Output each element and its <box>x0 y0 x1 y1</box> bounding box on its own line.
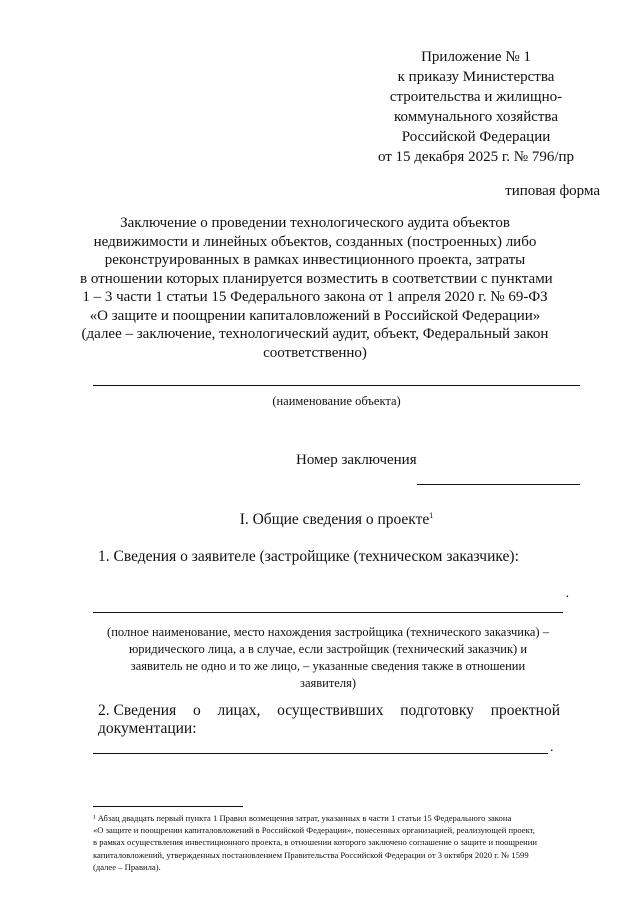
object-name-field[interactable] <box>93 385 580 386</box>
footnote <box>93 812 583 873</box>
appendix-line: к приказу Министерства <box>397 69 555 85</box>
title-line: недвижимости и линейных объектов, созданных (построенных) либо <box>93 233 537 250</box>
item2-second-line: документации: <box>98 720 197 737</box>
conclusion-number-label: Номер заключения <box>296 452 417 468</box>
title-line: Заключение о проведении технологического аудита объектов <box>120 215 510 231</box>
item2-word: подготовку <box>400 702 474 719</box>
item2-first-line <box>98 702 560 720</box>
item2-word: осуществивших <box>277 702 384 719</box>
title-line: «О защите и поощрении капиталовложений в Российской Федерации» <box>89 307 541 324</box>
item2-word: о <box>193 702 201 719</box>
designers-info-field[interactable] <box>93 753 548 754</box>
caption-line: юридического лица, а в случае, если застройщик (технический заказчик) и <box>128 642 528 656</box>
appendix-line: Российской Федерации <box>401 129 551 145</box>
section-title <box>93 511 580 529</box>
caption-line: заявителя) <box>300 676 356 690</box>
appendix-line: строительства и жилищно- <box>389 89 563 105</box>
caption-line: заявитель не одно и то же лицо, – указанные сведения также в отношении <box>130 659 526 673</box>
title-line: в отношении которых планируется возместить в соответствии с пунктами <box>80 270 553 287</box>
footnote-line-text: ¹ Абзац двадцать первый пункта 1 Правил возмещения затрат, указанных в части 1 статьи 15 Федерального закона <box>93 813 512 823</box>
title-line: реконструированных в рамках инвестиционного проекта, затраты <box>104 252 526 268</box>
appendix-line: от 15 декабря 2025 г. № 796/пр <box>377 149 575 165</box>
section-title-text: I. Общие сведения о проекте <box>239 511 430 529</box>
title-line: соответственно) <box>263 344 367 361</box>
caption-line: (полное наименование, место нахождения застройщика (технического заказчика) – <box>107 625 549 639</box>
appendix-line: Приложение № 1 <box>421 49 531 65</box>
item-applicant-heading: 1. Сведения о заявителе (застройщике (техническом заказчике): <box>98 548 519 565</box>
item2-word: 2. Сведения <box>98 702 177 719</box>
footnote-line: в рамках осуществления инвестиционного проекта, в отношении которого заключено соглашение о защите и поощрении <box>93 837 537 848</box>
title-line: 1 – 3 части 1 статьи 15 Федерального закона от 1 апреля 2020 г. № 69-ФЗ <box>82 289 548 305</box>
object-name-caption: (наименование объекта) <box>272 394 401 408</box>
footnote-line: (далее – Правила). <box>93 861 161 872</box>
appendix-header <box>368 47 584 167</box>
conclusion-number-field[interactable] <box>417 484 580 485</box>
footnote-separator <box>93 806 243 807</box>
item2-word: лицах, <box>217 702 261 719</box>
title-line: (далее – заключение, технологический аудит, объект, Федеральный закон <box>81 326 549 342</box>
stray-dot-mark: · <box>565 590 570 605</box>
applicant-info-caption <box>93 624 563 692</box>
footnote-reference: 1 <box>429 511 434 520</box>
item2-word: проектной <box>490 702 560 719</box>
footnote-line: «О защите и поощрении капиталовложений в Российской Федерации», понесенных организацией, реализующей проект, <box>93 825 535 836</box>
item-designers-heading <box>98 702 560 738</box>
line-end-period: . <box>550 740 554 755</box>
form-type-label: типовая форма <box>505 183 600 199</box>
footnote-line <box>93 812 583 824</box>
document-title <box>80 214 553 362</box>
footnote-line: капиталовложений, утвержденных постановлением Правительства Российской Федерации от 3 октября 2020 г. № 1599 <box>93 849 529 860</box>
appendix-line: коммунального хозяйства <box>394 109 558 125</box>
applicant-info-field[interactable] <box>93 612 563 613</box>
